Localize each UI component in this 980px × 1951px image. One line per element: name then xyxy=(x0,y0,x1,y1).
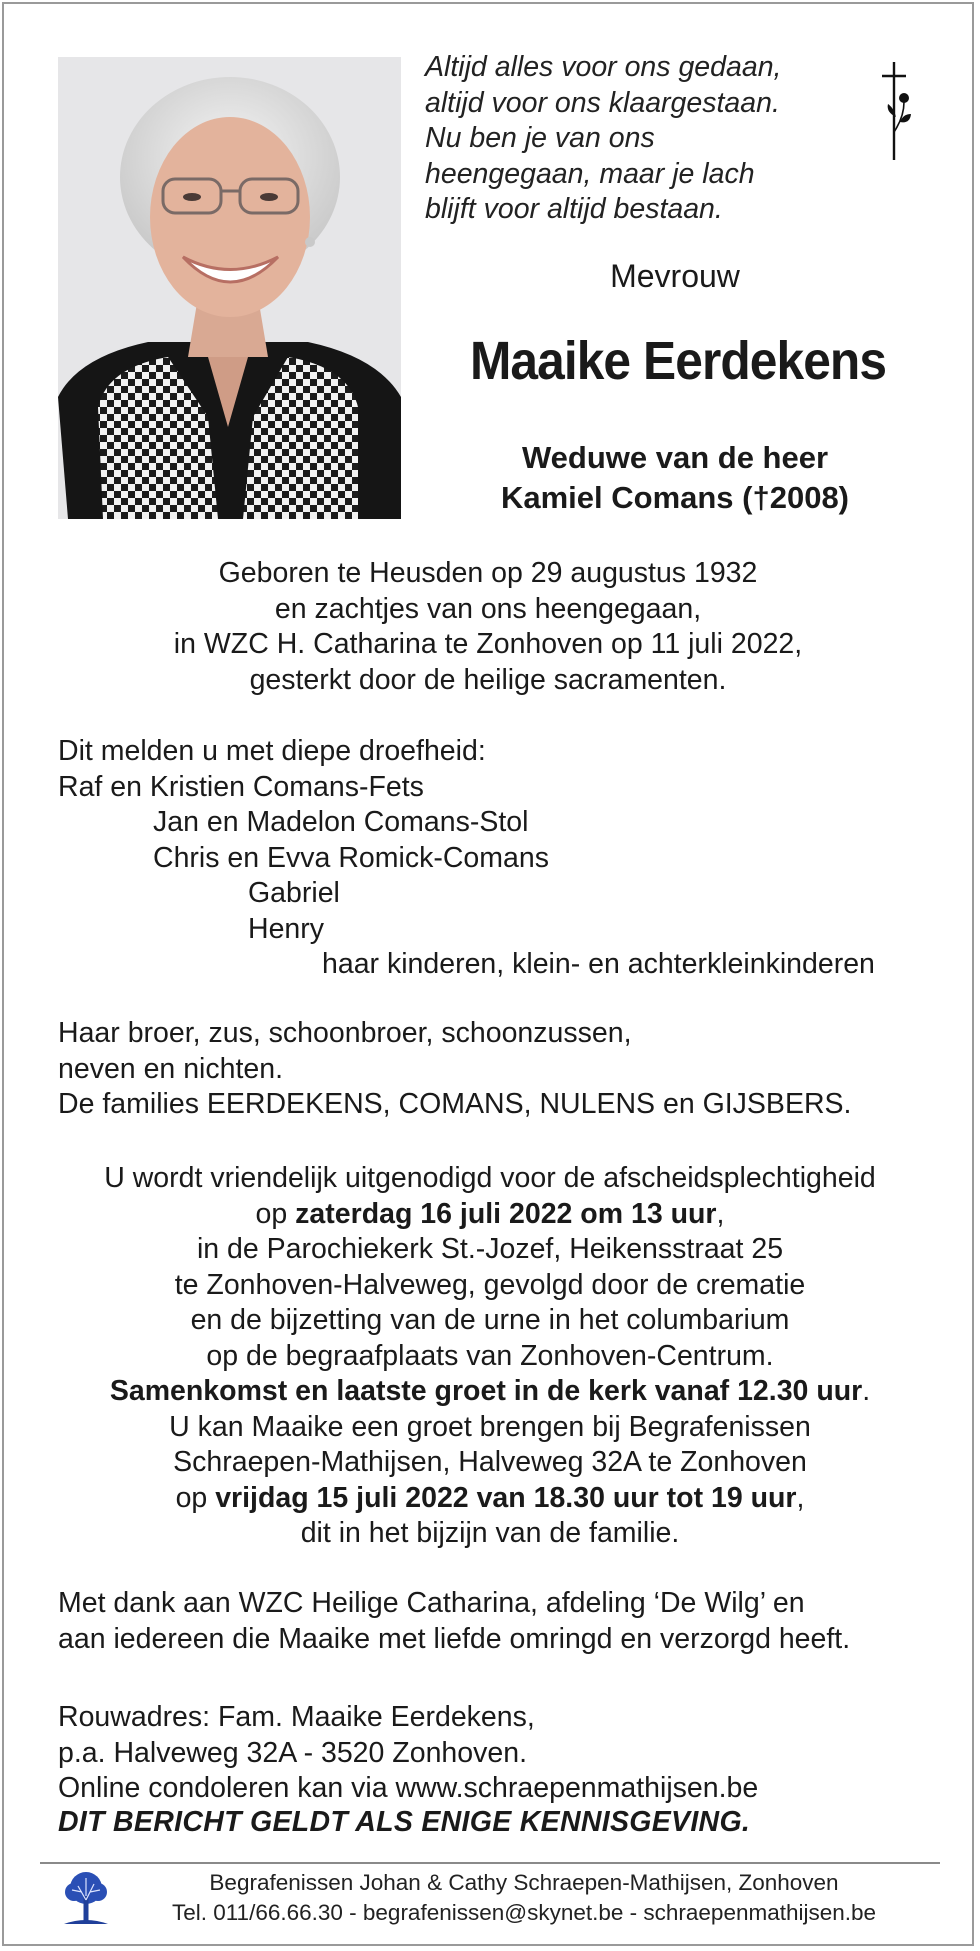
family-member: Chris en Evva Romick-Comans xyxy=(153,841,549,874)
widow-line: Kamiel Comans (†2008) xyxy=(500,480,850,515)
family-member: Henry xyxy=(248,912,325,945)
cross-icon xyxy=(878,62,914,160)
widow-line: Weduwe van de heer xyxy=(521,440,829,475)
gathering-time: Samenkomst en laatste groet in de kerk vanaf 12.30 uur xyxy=(109,1375,863,1407)
relatives-line: De families EERDEKENS, COMANS, NULENS en GIJSBERS. xyxy=(58,1088,852,1120)
salutation: Mevrouw xyxy=(610,258,740,294)
funeral-home-footer xyxy=(118,1868,930,1928)
born-line: gesterkt door de heilige sacramenten. xyxy=(249,663,727,696)
widow-of xyxy=(425,438,925,518)
funeral-home-name: Begrafenissen Johan & Cathy Schraepen-Mathijsen, Zonhoven xyxy=(209,1870,839,1895)
thanks-line: aan iedereen die Maaike met liefde omringd en verzorgd heeft. xyxy=(58,1622,851,1655)
tree-logo-icon xyxy=(60,1870,112,1926)
born-line: Geboren te Heusden op 29 augustus 1932 xyxy=(218,557,758,589)
family-list xyxy=(58,734,938,983)
funeral-home-contact[interactable]: Tel. 011/66.66.30 - begrafenissen@skynet.be - schraepenmathijsen.be xyxy=(171,1900,877,1925)
portrait-image xyxy=(58,57,401,519)
poem-line: blijft voor altijd bestaan. xyxy=(425,193,723,225)
invite-line: U kan Maaike een groet brengen bij Begrafenissen xyxy=(169,1410,811,1443)
notice-statement: DIT BERICHT GELDT ALS ENIGE KENNISGEVING. xyxy=(58,1806,751,1838)
condolence-link[interactable]: Online condoleren kan via www.schraepenmathijsen.be xyxy=(58,1772,759,1804)
relatives-line: Haar broer, zus, schoonbroer, schoonzussen, xyxy=(58,1017,632,1049)
born-line: en zachtjes van ons heengegaan, xyxy=(274,592,702,625)
poem xyxy=(425,50,845,228)
portrait-photo xyxy=(58,57,401,519)
birth-death-info xyxy=(58,556,918,698)
invite-line: te Zonhoven-Halveweg, gevolgd door de crematie xyxy=(174,1268,806,1301)
poem-line: altijd voor ons klaargestaan. xyxy=(425,86,780,119)
mourning-address xyxy=(58,1700,938,1807)
funeral-invitation xyxy=(40,1161,940,1552)
relatives xyxy=(58,1016,938,1123)
invite-line: op zaterdag 16 juli 2022 om 13 uur, xyxy=(255,1197,725,1230)
invite-line: op vrijdag 15 juli 2022 van 18.30 uur tot 19 uur, xyxy=(175,1481,805,1514)
visitation-time: vrijdag 15 juli 2022 van 18.30 uur tot 19 uur xyxy=(215,1481,797,1514)
acknowledgement xyxy=(58,1586,938,1657)
family-member: Gabriel xyxy=(248,877,340,909)
invite-line: en de bijzetting van de urne in het columbarium xyxy=(190,1304,790,1336)
invite-line: dit in het bijzijn van de familie. xyxy=(300,1517,680,1549)
relatives-line: neven en nichten. xyxy=(58,1052,284,1085)
invite-line: in de Parochiekerk St.-Jozef, Heikensstraat 25 xyxy=(196,1233,784,1265)
invite-line: Samenkomst en laatste groet in de kerk vanaf 12.30 uur. xyxy=(109,1375,871,1407)
invite-line: U wordt vriendelijk uitgenodigd voor de afscheidsplechtigheid xyxy=(104,1162,876,1194)
poem-line: Altijd alles voor ons gedaan, xyxy=(425,51,782,83)
born-line: in WZC H. Catharina te Zonhoven op 11 juli 2022, xyxy=(173,628,803,660)
poem-line: Nu ben je van ons xyxy=(425,122,655,154)
family-member: Jan en Madelon Comans-Stol xyxy=(153,806,529,838)
invite-line: Schraepen-Mathijsen, Halveweg 32A te Zonhoven xyxy=(173,1446,807,1478)
address-line: p.a. Halveweg 32A - 3520 Zonhoven. xyxy=(58,1736,527,1769)
footer-divider xyxy=(40,1862,940,1864)
deceased-name: Maaike Eerdekens xyxy=(469,331,887,391)
invite-line: op de begraafplaats van Zonhoven-Centrum. xyxy=(206,1339,774,1372)
family-member: Raf en Kristien Comans-Fets xyxy=(58,770,424,803)
ceremony-date: zaterdag 16 juli 2022 om 13 uur xyxy=(295,1197,717,1230)
thanks-line: Met dank aan WZC Heilige Catharina, afdeling ‘De Wilg’ en xyxy=(58,1587,805,1619)
address-line: Rouwadres: Fam. Maaike Eerdekens, xyxy=(58,1701,535,1733)
family-intro: Dit melden u met diepe droefheid: xyxy=(58,735,486,767)
poem-line: heengegaan, maar je lach xyxy=(425,157,755,190)
family-summary: haar kinderen, klein- en achterkleinkinderen xyxy=(322,948,875,980)
